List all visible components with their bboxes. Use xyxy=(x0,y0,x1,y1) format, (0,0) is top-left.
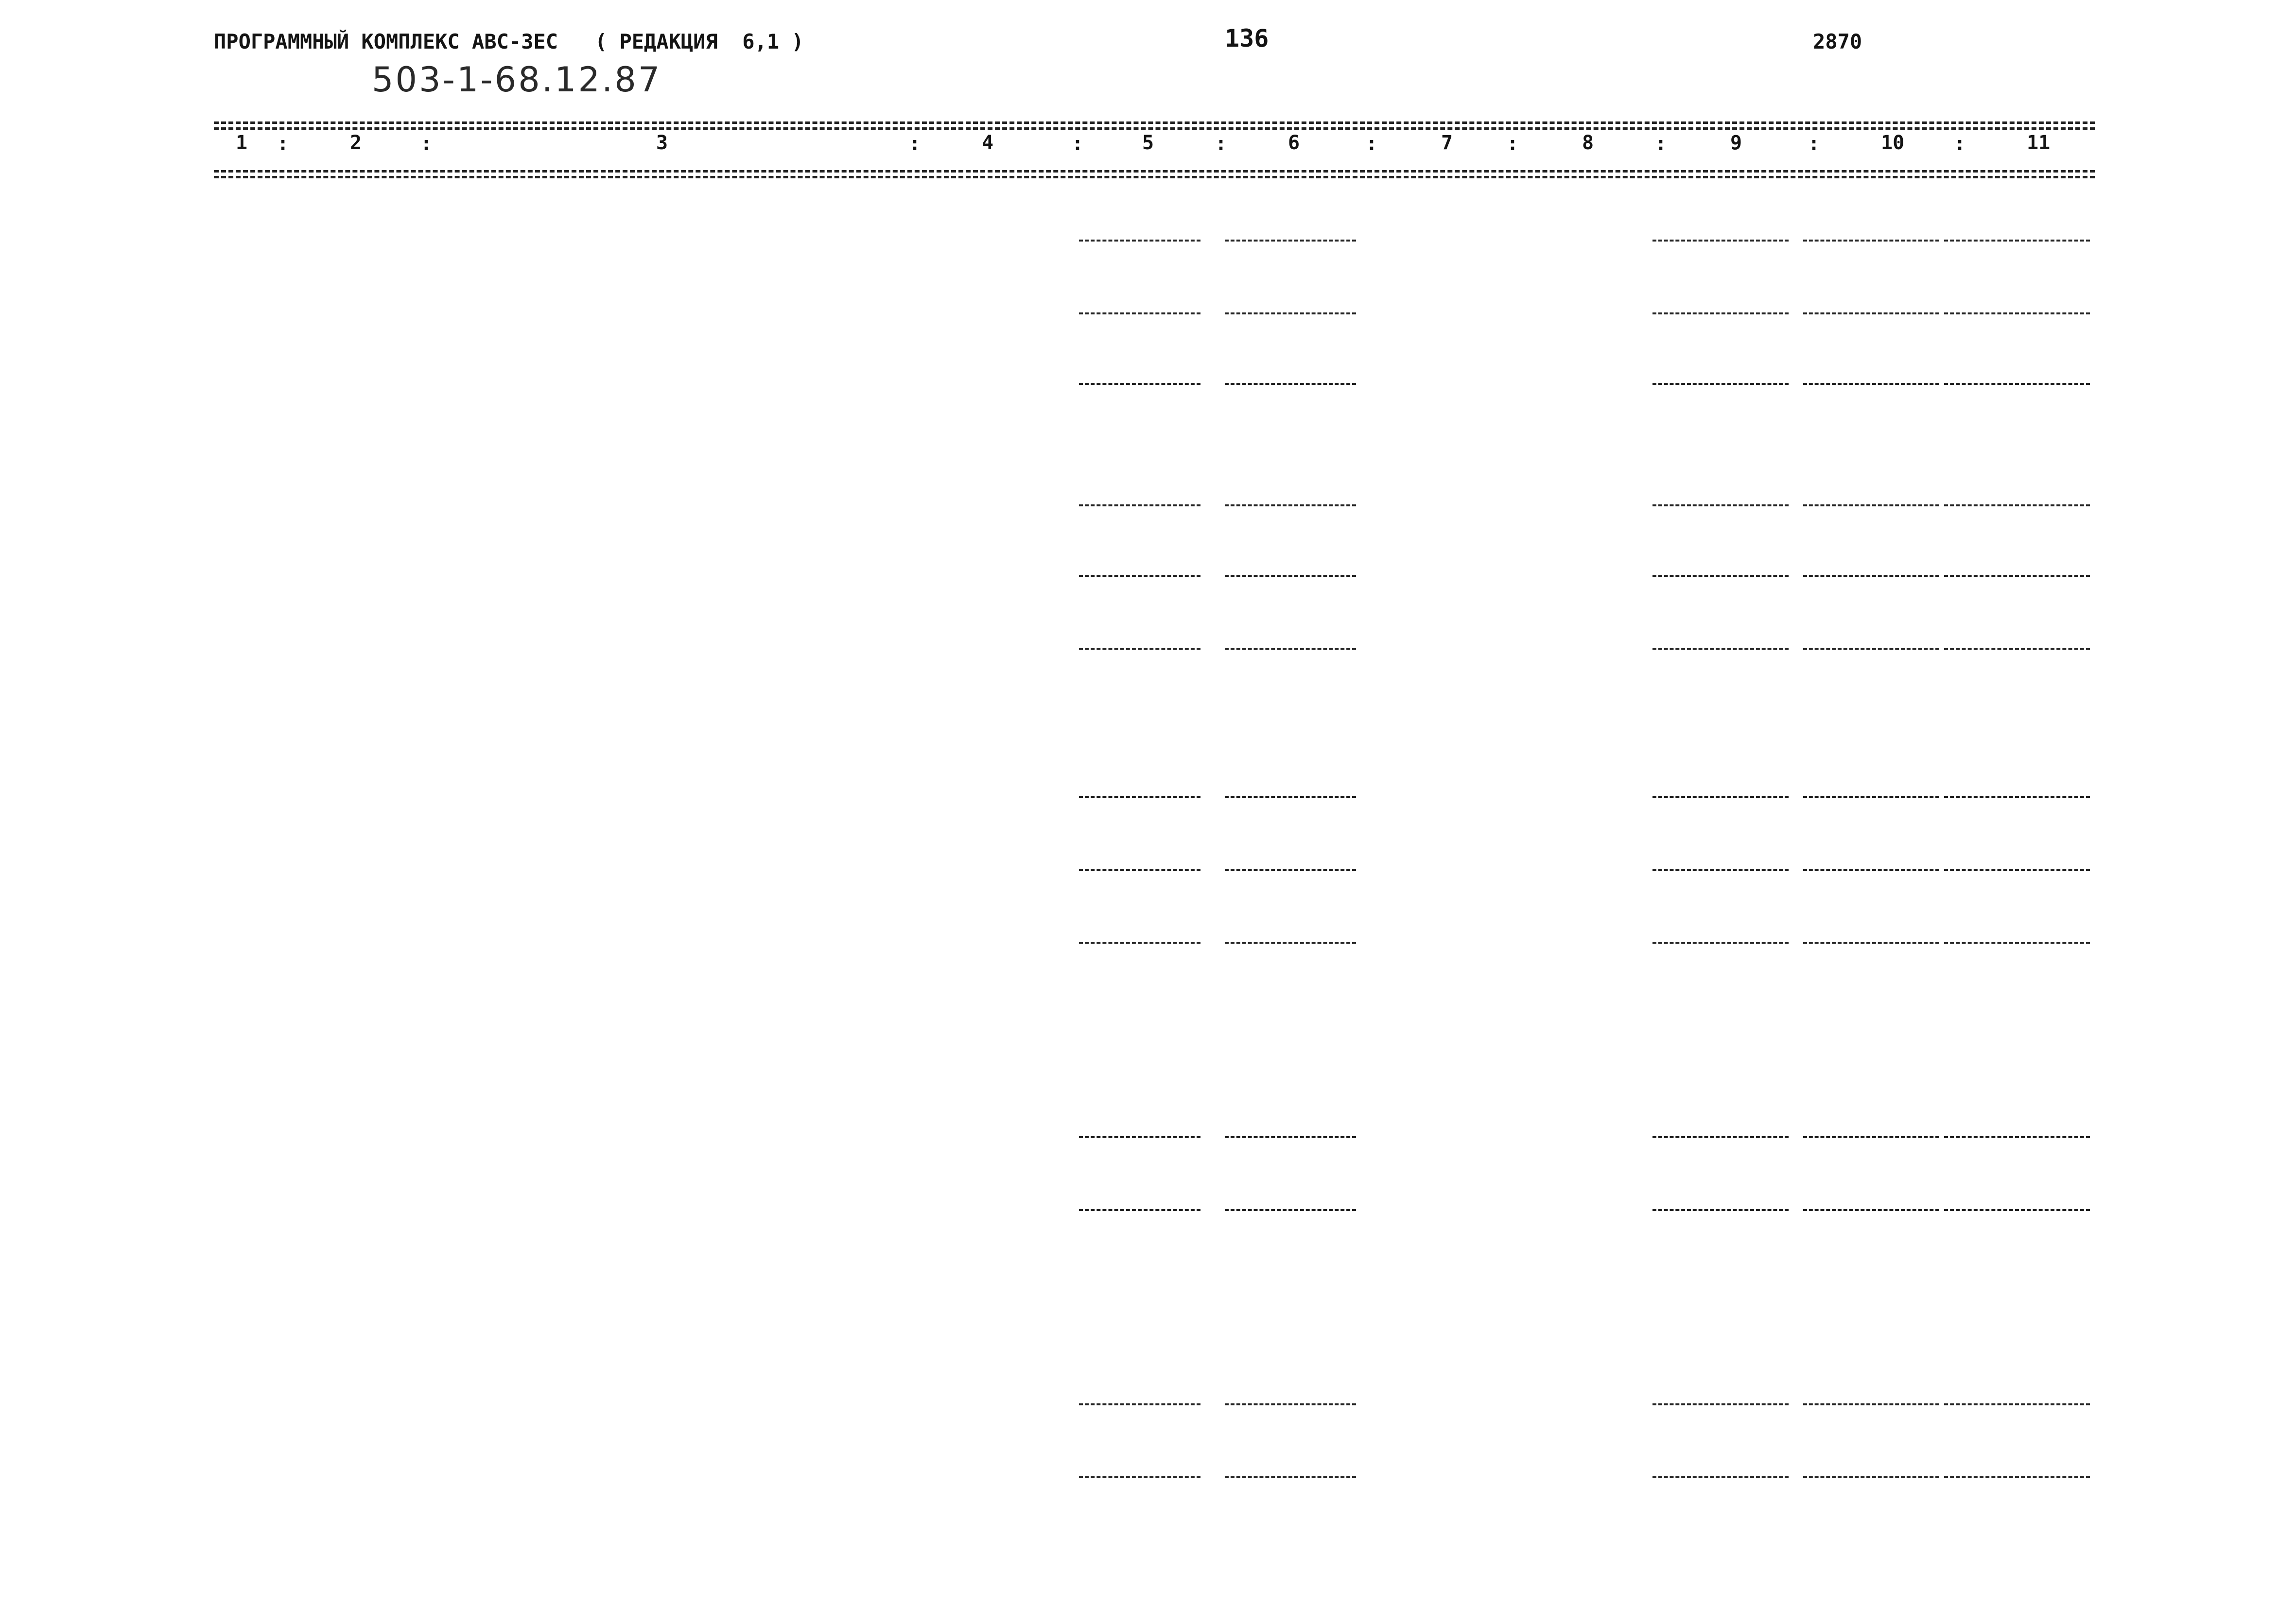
c10-fraction-line xyxy=(1803,1403,1939,1405)
header-rule-bottom-2 xyxy=(214,176,2095,178)
column-number-7: 7 xyxy=(1441,132,1453,154)
c10-fraction-line xyxy=(1803,575,1939,577)
c10-fraction-line xyxy=(1803,869,1939,871)
column-separator: : xyxy=(277,133,289,155)
column-separator: : xyxy=(1655,133,1667,155)
c6-fraction-line xyxy=(1225,575,1356,577)
c9-fraction-line xyxy=(1652,1209,1789,1211)
c6-fraction-line xyxy=(1225,312,1356,314)
header-rule-bottom xyxy=(214,170,2095,173)
c9-fraction-line xyxy=(1652,240,1789,242)
c11-fraction-line xyxy=(1944,869,2090,871)
program-title: ПРОГРАММНЫЙ КОМПЛЕКС АВС-3ЕС ( РЕДАКЦИЯ 6,1 ) xyxy=(214,30,804,53)
c6-fraction-line xyxy=(1225,648,1356,650)
c6-fraction-line xyxy=(1225,796,1356,798)
c6-fraction-line xyxy=(1225,504,1356,506)
c11-fraction-line xyxy=(1944,942,2090,944)
c11-fraction-line xyxy=(1944,312,2090,314)
column-number-5: 5 xyxy=(1142,132,1154,154)
c10-fraction-line xyxy=(1803,383,1939,385)
c5-fraction-line xyxy=(1079,1209,1200,1211)
c11-fraction-line xyxy=(1944,240,2090,242)
c10-fraction-line xyxy=(1803,240,1939,242)
column-separator: : xyxy=(1808,133,1820,155)
column-number-1: 1 xyxy=(236,132,248,154)
column-separator: : xyxy=(909,133,921,155)
c10-fraction-line xyxy=(1803,1476,1939,1478)
c11-fraction-line xyxy=(1944,504,2090,506)
c9-fraction-line xyxy=(1652,648,1789,650)
header-rule-top-2 xyxy=(214,127,2095,130)
c6-fraction-line xyxy=(1225,240,1356,242)
c11-fraction-line xyxy=(1944,383,2090,385)
c5-fraction-line xyxy=(1079,312,1200,314)
c10-fraction-line xyxy=(1803,1136,1939,1138)
column-number-2: 2 xyxy=(350,132,362,154)
c10-fraction-line xyxy=(1803,1209,1939,1211)
c6-fraction-line xyxy=(1225,1476,1356,1478)
column-separator: : xyxy=(1072,133,1084,155)
c9-fraction-line xyxy=(1652,1476,1789,1478)
column-separator: : xyxy=(1215,133,1227,155)
sheet-number: 2870 xyxy=(1813,30,1862,53)
column-number-8: 8 xyxy=(1582,132,1594,154)
header-rule-top xyxy=(214,121,2095,124)
c10-fraction-line xyxy=(1803,942,1939,944)
c9-fraction-line xyxy=(1652,383,1789,385)
c9-fraction-line xyxy=(1652,504,1789,506)
column-separator: : xyxy=(1954,133,1966,155)
c5-fraction-line xyxy=(1079,796,1200,798)
column-separator: : xyxy=(420,133,433,155)
c5-fraction-line xyxy=(1079,1136,1200,1138)
c5-fraction-line xyxy=(1079,383,1200,385)
column-number-3: 3 xyxy=(656,132,668,154)
c6-fraction-line xyxy=(1225,1403,1356,1405)
c11-fraction-line xyxy=(1944,575,2090,577)
c9-fraction-line xyxy=(1652,1403,1789,1405)
c9-fraction-line xyxy=(1652,796,1789,798)
column-number-4: 4 xyxy=(982,132,994,154)
c9-fraction-line xyxy=(1652,869,1789,871)
c9-fraction-line xyxy=(1652,1136,1789,1138)
c11-fraction-line xyxy=(1944,1476,2090,1478)
c10-fraction-line xyxy=(1803,504,1939,506)
c11-fraction-line xyxy=(1944,648,2090,650)
c5-fraction-line xyxy=(1079,1403,1200,1405)
c9-fraction-line xyxy=(1652,942,1789,944)
column-separator: : xyxy=(1507,133,1519,155)
handwritten-document-code: 503-1-68.12.87 xyxy=(372,60,662,100)
c5-fraction-line xyxy=(1079,869,1200,871)
c10-fraction-line xyxy=(1803,312,1939,314)
page-number: 136 xyxy=(1225,24,1269,52)
c11-fraction-line xyxy=(1944,1403,2090,1405)
c6-fraction-line xyxy=(1225,1209,1356,1211)
c5-fraction-line xyxy=(1079,240,1200,242)
c6-fraction-line xyxy=(1225,869,1356,871)
column-number-6: 6 xyxy=(1288,132,1300,154)
column-separator: : xyxy=(1366,133,1378,155)
c11-fraction-line xyxy=(1944,796,2090,798)
c11-fraction-line xyxy=(1944,1136,2090,1138)
c5-fraction-line xyxy=(1079,942,1200,944)
c10-fraction-line xyxy=(1803,648,1939,650)
c5-fraction-line xyxy=(1079,575,1200,577)
column-number-11: 11 xyxy=(2027,132,2051,154)
c5-fraction-line xyxy=(1079,1476,1200,1478)
c5-fraction-line xyxy=(1079,504,1200,506)
c5-fraction-line xyxy=(1079,648,1200,650)
c11-fraction-line xyxy=(1944,1209,2090,1211)
column-number-9: 9 xyxy=(1730,132,1742,154)
c6-fraction-line xyxy=(1225,942,1356,944)
c6-fraction-line xyxy=(1225,383,1356,385)
c9-fraction-line xyxy=(1652,312,1789,314)
c9-fraction-line xyxy=(1652,575,1789,577)
c10-fraction-line xyxy=(1803,796,1939,798)
column-number-10: 10 xyxy=(1881,132,1905,154)
c6-fraction-line xyxy=(1225,1136,1356,1138)
